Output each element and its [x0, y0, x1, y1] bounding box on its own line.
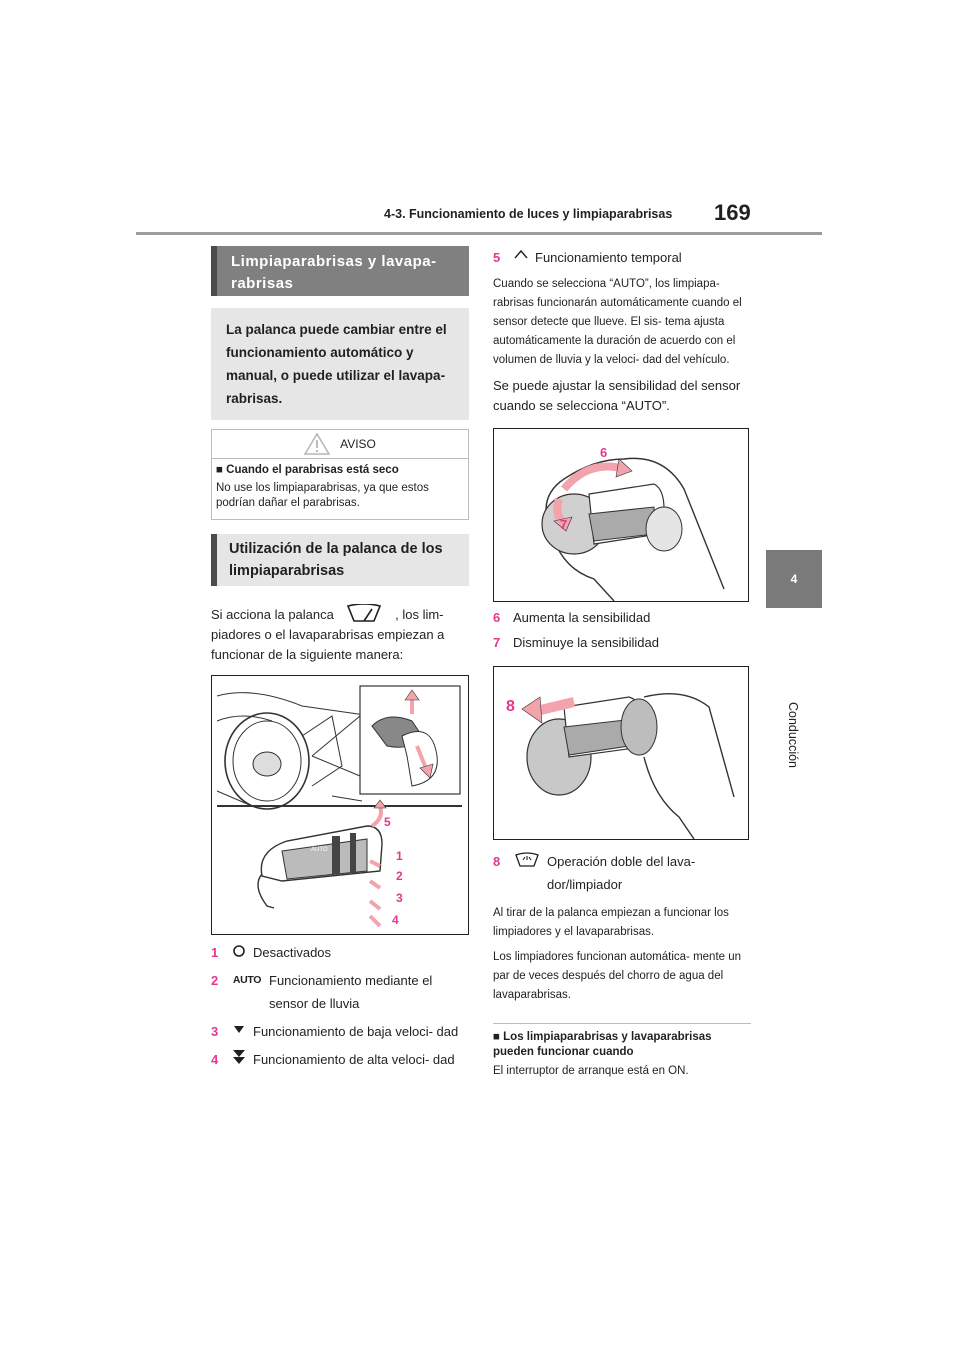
warning-triangle-icon [304, 433, 330, 455]
square-bullet-icon: ■ [216, 464, 223, 476]
warning-subtitle [216, 463, 464, 478]
washer-description-1: Al tirar de la palanca empiezan a funcionar los limpiadores y el lavaparabrisas. [493, 907, 729, 938]
warning-subtitle-text: Cuando el parabrisas está seco [226, 464, 399, 476]
item-number: 5 [493, 250, 501, 265]
item-number: 8 [493, 854, 501, 869]
double-chevron-down-icon [231, 1048, 247, 1066]
note-divider [493, 1023, 751, 1024]
item-text: Funcionamiento de baja veloci- dad [253, 1024, 459, 1039]
item-number: 3 [211, 1024, 219, 1039]
mist-chevron-up-icon [514, 249, 528, 259]
svg-text:AUTO: AUTO [311, 847, 328, 853]
section-lead: La palanca puede cambiar entre el funcionamiento automático y manual, o puede utilizar el lavapa- rabrisas. [211, 308, 469, 420]
warning-body [212, 459, 468, 519]
note-title-text: Los limpiaparabrisas y lavaparabrisas pueden funcionar cuando [493, 1031, 712, 1058]
item-number: 6 [493, 610, 501, 625]
warning-box [211, 429, 469, 520]
single-chevron-down-icon [232, 1023, 246, 1035]
figure-label-4: 4 [392, 913, 399, 927]
square-bullet-icon: ■ [493, 1031, 500, 1043]
figure-label-1: 1 [396, 849, 403, 863]
section-title-lever: Utilización de la palanca de los limpiaparabrisas [211, 534, 469, 586]
list-item [211, 1048, 469, 1071]
washer-spray-icon [514, 851, 540, 867]
warning-label: AVISO [340, 437, 376, 451]
figure-label-7: 7 [560, 517, 568, 532]
list-item [493, 246, 751, 269]
washer-figure [493, 666, 749, 840]
off-circle-icon [232, 944, 246, 958]
chapter-tab[interactable]: 4 [766, 550, 822, 608]
sensitivity-figure [493, 428, 749, 602]
chapter-label [763, 690, 823, 780]
item-text: Aumenta la sensibilidad [513, 610, 651, 625]
lever-intro [211, 604, 469, 665]
list-item [493, 631, 751, 654]
section-title-wipers: Limpiaparabrisas y lavapa- rabrisas [211, 246, 469, 296]
left-column [211, 246, 469, 1071]
auto-description: Cuando se selecciona “AUTO”, los limpiapa- rabrisas funcionarán automáticamente cuando el sensor detecte que llueve. El sis- tema ajusta automáticamente la duración de acuerdo con el volumen de lluvia y la veloci- dad del vehículo. [493, 278, 742, 366]
note-title [493, 1030, 751, 1060]
item-text: Disminuye la sensibilidad [513, 635, 659, 650]
item-number: 7 [493, 635, 501, 650]
lever-figure [211, 675, 469, 935]
item-text: Funcionamiento de alta veloci- dad [253, 1052, 455, 1067]
list-item [493, 606, 751, 629]
chapter-label-text: Conducción [786, 701, 801, 769]
figure-label-6: 6 [600, 445, 608, 460]
item-number: 4 [211, 1052, 219, 1067]
lever-intro-before: Si acciona la palanca [211, 607, 334, 622]
lever-positions-list [211, 941, 469, 1071]
note-text: El interruptor de arranque está en ON. [493, 1065, 689, 1077]
figure-label-5: 5 [384, 815, 391, 829]
windshield-wiper-icon [345, 604, 383, 622]
figure-label-3: 3 [396, 891, 403, 905]
auto-label-icon: AUTO [232, 974, 262, 986]
list-item [211, 1020, 469, 1043]
right-column [493, 246, 751, 1080]
sensitivity-text: Se puede ajustar la sensibilidad del sensor cuando se selecciona “AUTO”. [493, 378, 741, 413]
warning-header [212, 430, 468, 459]
figure-label-2: 2 [396, 869, 403, 883]
list-item [493, 850, 751, 896]
header-divider [136, 232, 822, 235]
washer-description-2: Los limpiadores funcionan automática- mente un par de veces después del chorro de agua del lavaparabrisas. [493, 951, 742, 1001]
section-header: 4-3. Funcionamiento de luces y limpiaparabrisas [384, 207, 673, 221]
page-number: 169 [714, 200, 751, 225]
item-text: Funcionamiento temporal [535, 250, 682, 265]
item-number: 1 [211, 945, 219, 960]
item-text: Desactivados [253, 945, 332, 960]
figure-label-8: 8 [506, 698, 515, 715]
lever-illustration [212, 676, 468, 934]
lever-intro-after: , los lim- piadores o el lavaparabrisas empiezan a funcionar de la siguiente manera: [211, 607, 445, 662]
sensitivity-illustration [494, 429, 748, 601]
washer-illustration [494, 667, 748, 839]
list-item [211, 941, 469, 964]
item-number: 2 [211, 973, 219, 988]
warning-text: No use los limpiaparabrisas, ya que estos podrían dañar el parabrisas. [216, 482, 429, 509]
item-text: Funcionamiento mediante el sensor de lluvia [269, 973, 433, 1011]
list-item [211, 969, 469, 1015]
item-text: Operación doble del lava- dor/limpiador [547, 854, 696, 892]
